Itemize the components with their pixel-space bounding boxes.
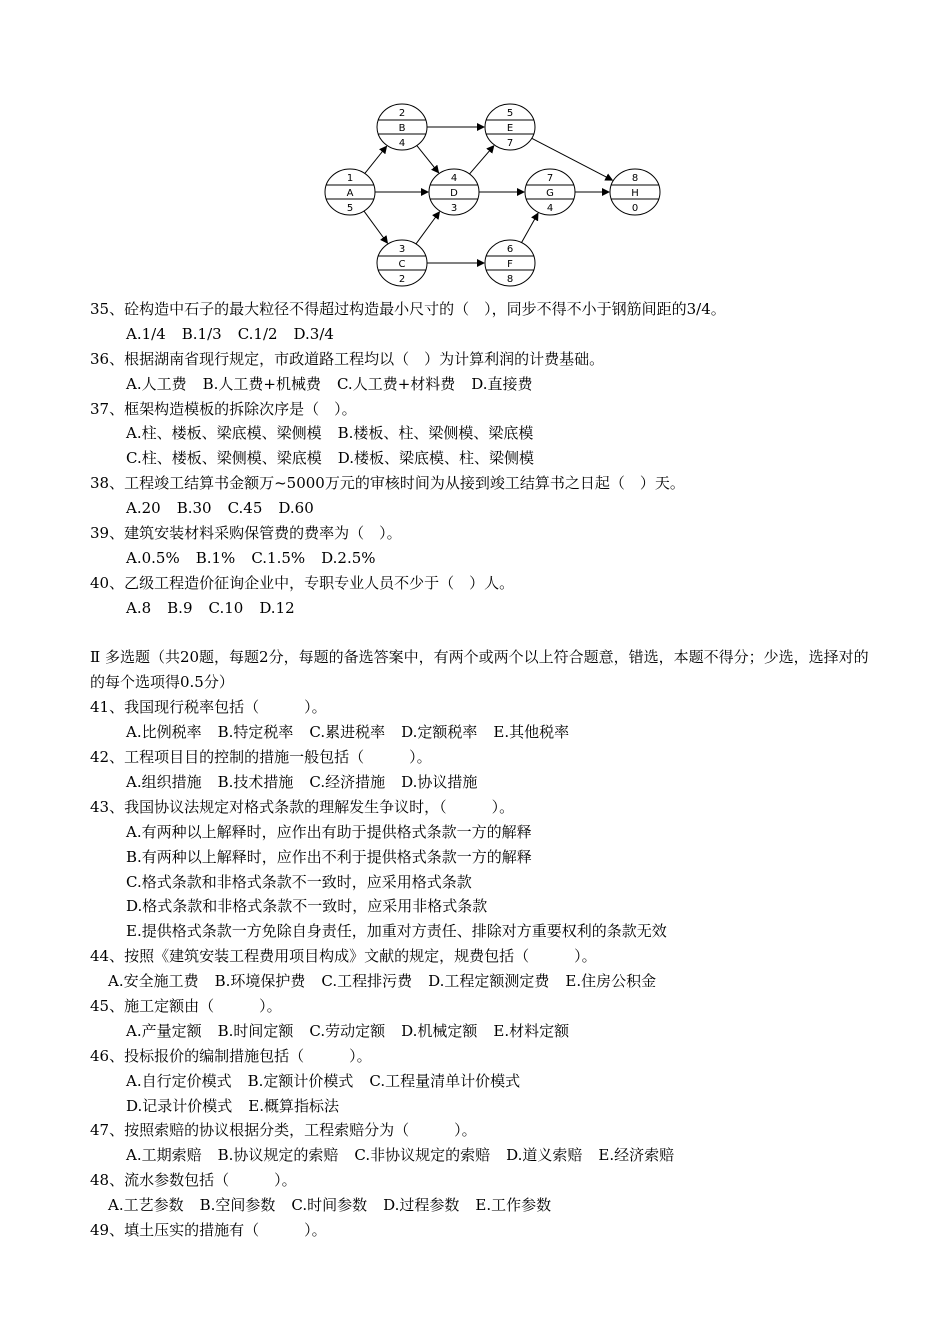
node-4 [429, 169, 479, 215]
option-text: C.经济措施 [309, 772, 386, 791]
option-text: E.工作参数 [475, 1196, 552, 1215]
option-text: A.工期索赔 [126, 1146, 202, 1165]
option-text: A.比例税率 [126, 723, 202, 742]
option-text: C.10 [208, 598, 244, 617]
question-stem: 47、按照索赔的协议根据分类，工程索赔分为（ ）。 [90, 1121, 477, 1140]
option-text: B.9 [167, 598, 193, 617]
option-row [90, 372, 880, 397]
option-text: E.经济索赔 [598, 1146, 675, 1165]
option-text: C.人工费+材料费 [336, 374, 456, 393]
option-row [90, 969, 880, 994]
option-text: A.有两种以上解释时，应作出有助于提供格式条款一方的解释 [126, 822, 532, 841]
node-id: 1 [346, 173, 354, 184]
option-text: D.协议措施 [401, 772, 478, 791]
node-2 [377, 104, 427, 150]
node-id: 4 [450, 173, 458, 184]
question-stem: 43、我国协议法规定对格式条款的理解发生争议时，（ ）。 [90, 797, 515, 816]
option-text: B.特定税率 [217, 723, 294, 742]
edge-4-5 [470, 146, 494, 174]
option-text: D.直接费 [471, 374, 533, 393]
option-text: D.定额税率 [401, 723, 478, 742]
option-row [90, 870, 880, 895]
node-id: 6 [506, 244, 514, 255]
option-text: B.协议规定的索赔 [217, 1146, 339, 1165]
edge-6-7 [522, 213, 539, 242]
option-text: D.工程定额测定费 [428, 972, 550, 991]
question-stem: 37、框架构造模板的拆除次序是（ ）。 [90, 399, 357, 418]
section-2-heading: Ⅱ 多选题（共20题，每题2分，每题的备选答案中，有两个或两个以上符合题意，错选，本题不得分；少选，选择对的的每个选项得0.5分） [90, 648, 869, 692]
node-id: 7 [546, 173, 554, 184]
option-text: B.1/3 [181, 324, 222, 343]
option-text: B.空间参数 [199, 1196, 276, 1215]
option-row [90, 1143, 880, 1168]
option-text: E.概算指标法 [248, 1096, 339, 1115]
option-row [90, 1193, 880, 1218]
node-name: D [450, 188, 458, 199]
option-row [90, 770, 880, 795]
node-name: A [346, 188, 354, 199]
node-dur: 2 [398, 274, 406, 285]
option-text: C.工程排污费 [321, 972, 413, 991]
option-text: E.提供格式条款一方免除自身责任，加重对方责任、排除对方重要权利的条款无效 [126, 922, 667, 941]
option-text: C.累进税率 [309, 723, 386, 742]
option-row [90, 546, 880, 571]
option-text: A.人工费 [126, 374, 187, 393]
edge-1-2 [365, 146, 387, 173]
option-text: D.12 [259, 598, 295, 617]
edge-1-3 [364, 211, 387, 243]
option-row [90, 1019, 880, 1044]
question-stem: 49、填土压实的措施有（ ）。 [90, 1220, 327, 1239]
option-text: B.环境保护费 [214, 972, 306, 991]
option-row [90, 446, 880, 471]
option-text: A.1/4 [126, 324, 166, 343]
question-stem: 35、砼构造中石子的最大粒径不得超过构造最小尺寸的（ ），同步不得不小于钢筋间距的3/4。 [90, 300, 726, 318]
multiple-choice-section [90, 695, 880, 1243]
option-row [90, 845, 880, 870]
node-dur: 7 [506, 138, 514, 149]
section-gap [90, 621, 880, 646]
option-text: C.格式条款和非格式条款不一致时，应采用格式条款 [126, 872, 472, 891]
node-8 [610, 169, 660, 215]
question-stem: 38、工程竣工结算书金额万~5000万元的审核时间为从接到竣工结算书之日起（ ）天。 [90, 474, 685, 493]
question-stem: 44、按照《建筑安装工程费用项目构成》文献的规定，规费包括（ ）。 [90, 947, 597, 966]
option-text: C.非协议规定的索赔 [354, 1146, 491, 1165]
option-row [90, 720, 880, 745]
node-name: E [506, 123, 514, 134]
question-stem: 48、流水参数包括（ ）。 [90, 1171, 297, 1190]
option-text: C.45 [227, 499, 263, 518]
question-stem: 41、我国现行税率包括（ ）。 [90, 698, 327, 717]
node-dur: 3 [450, 203, 458, 214]
option-row [90, 894, 880, 919]
option-text: C.劳动定额 [309, 1021, 386, 1040]
option-text: C.工程量清单计价模式 [369, 1071, 521, 1090]
option-text: A.产量定额 [126, 1021, 202, 1040]
option-row [90, 1069, 880, 1094]
option-text: D.格式条款和非格式条款不一致时，应采用非格式条款 [126, 897, 488, 916]
option-row [90, 596, 880, 621]
option-text: A.自行定价模式 [126, 1071, 232, 1090]
option-text: E.材料定额 [493, 1021, 570, 1040]
option-text: C.1.5% [251, 548, 306, 567]
option-text: A.安全施工费 [108, 972, 199, 991]
option-text: D.楼板、梁底模、柱、梁侧模 [337, 449, 534, 468]
option-text: E.住房公积金 [565, 972, 657, 991]
option-row [90, 322, 880, 347]
node-6 [485, 240, 535, 286]
question-stem: 42、工程项目目的控制的措施一般包括（ ）。 [90, 748, 432, 767]
question-stem: 39、建筑安装材料采购保管费的费率为（ ）。 [90, 524, 402, 543]
option-text: D.过程参数 [383, 1196, 460, 1215]
question-stem: 36、根据湖南省现行规定，市政道路工程均以（ ）为计算利润的计费基础。 [90, 349, 605, 368]
node-dur: 4 [398, 138, 406, 149]
option-row [90, 820, 880, 845]
node-name: C [398, 259, 406, 270]
option-text: A.0.5% [126, 548, 180, 567]
option-text: B.定额计价模式 [247, 1071, 354, 1090]
node-dur: 5 [346, 203, 354, 214]
single-choice-section [90, 297, 880, 621]
option-row [90, 421, 880, 446]
option-text: B.有两种以上解释时，应作出不利于提供格式条款一方的解释 [126, 847, 532, 866]
option-text: E.其他税率 [493, 723, 570, 742]
node-name: B [398, 123, 406, 134]
option-text: A.组织措施 [126, 772, 202, 791]
node-3 [377, 240, 427, 286]
option-text: C.1/2 [237, 324, 278, 343]
question-stem: 45、施工定额由（ ）。 [90, 996, 282, 1015]
node-name: H [631, 188, 639, 199]
option-text: D.记录计价模式 [126, 1096, 233, 1115]
option-text: B.技术措施 [217, 772, 294, 791]
option-text: B.人工费+机械费 [202, 374, 321, 393]
node-id: 8 [631, 173, 639, 184]
option-text: D.60 [278, 499, 314, 518]
node-id: 3 [398, 244, 406, 255]
node-id: 5 [506, 108, 514, 119]
option-text: B.30 [176, 499, 212, 518]
node-dur: 4 [546, 203, 554, 214]
question-stem: 46、投标报价的编制措施包括（ ）。 [90, 1046, 372, 1065]
node-5 [485, 104, 535, 150]
option-text: D.道义索赔 [506, 1146, 583, 1165]
option-text: D.机械定额 [401, 1021, 478, 1040]
edge-2-4 [417, 146, 439, 173]
option-text: A.工艺参数 [108, 1196, 184, 1215]
node-id: 2 [398, 108, 406, 119]
option-text: D.2.5% [321, 548, 376, 567]
node-name: F [507, 259, 513, 270]
question-list [90, 297, 880, 1243]
option-text: D.3/4 [293, 324, 334, 343]
node-name: G [546, 188, 554, 199]
option-text: B.时间定额 [217, 1021, 294, 1040]
option-row [90, 919, 880, 944]
option-text: C.柱、楼板、梁侧模、梁底模 [126, 449, 322, 468]
option-text: A.8 [126, 598, 152, 617]
option-text: A.20 [126, 499, 161, 518]
option-text: B.楼板、柱、梁侧模、梁底模 [337, 424, 534, 443]
question-stem: 40、乙级工程造价征询企业中，专职专业人员不少于（ ）人。 [90, 573, 515, 592]
option-text: C.时间参数 [291, 1196, 368, 1215]
node-7 [525, 169, 575, 215]
option-row [90, 496, 880, 521]
option-text: B.1% [195, 548, 236, 567]
node-dur: 8 [506, 274, 514, 285]
node-dur: 0 [631, 203, 639, 214]
option-text: A.柱、楼板、梁底模、梁侧模 [126, 424, 322, 443]
edge-3-4 [416, 212, 439, 244]
node-1 [325, 169, 375, 215]
network-diagram [320, 96, 670, 292]
option-row [90, 1094, 880, 1119]
